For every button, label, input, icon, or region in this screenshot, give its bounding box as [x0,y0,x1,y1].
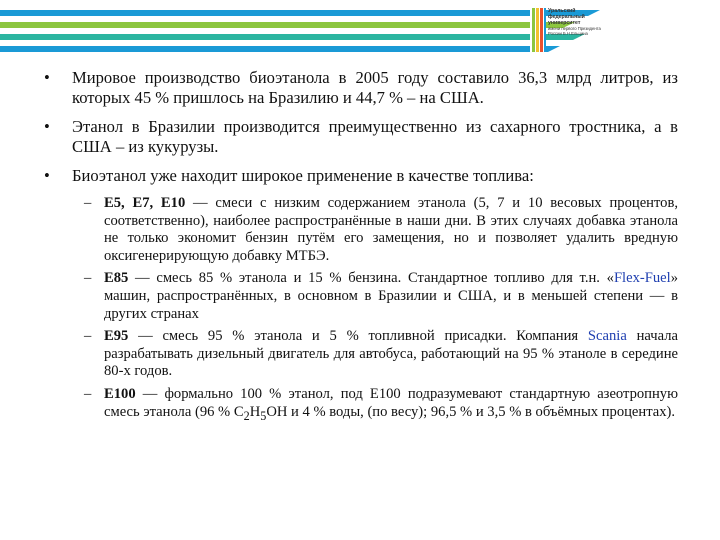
item-text: OH и 4 % воды, (по весу); 96,5 % и 3,5 % в объёмных процентах). [266,403,676,420]
list-item-e100 [44,386,678,425]
flex-fuel-link[interactable]: Flex-Fuel [613,270,671,287]
logo-text [548,8,628,36]
logo-line-2: федеральный [548,14,585,20]
logo-line-1: Уральский [548,8,576,14]
bullet-ethanol-brazil [44,117,678,157]
subscript: 5 [260,408,267,423]
slide-content [44,68,678,430]
item-label: E95 [104,328,129,345]
item-text: — смеси с низким содержанием этанола (5, 7 и 10 весовых процентов, соответственно), наиболее распространённые в наши дни. В этих случаях добавка этанола не только экономит бензин путём его замещения, но и позволяет удалить вредную оксигенерирующую добавку МТБЭ. [104,195,678,264]
logo-line-4: имени первого Президента [548,26,601,31]
dash: – [84,195,92,211]
list-item-e85 [44,270,678,323]
logo-line-3: университет [548,20,581,26]
bullet-production [44,68,678,108]
bullet-text: Этанол в Бразилии производится преимущественно из сахарного тростника, а в США – из кукурузы. [72,117,678,156]
item-text: — смесь 95 % этанола и 5 % топливной присадки. Компания [128,328,588,345]
item-text: — смесь 85 % этанола и 15 % бензина. Стандартное топливо для т.н. « [128,270,614,287]
bullet-text: Биоэтанол уже находит широкое применение в качестве топлива: [72,166,534,185]
dash: – [84,270,92,287]
list-item-e95 [44,328,678,381]
bullet-text: Мировое производство биоэтанола в 2005 году составило 36,3 млрд литров, из которых 45 % пришлось на Бразилию и 44,7 % – на США. [72,68,678,107]
dash: – [84,328,92,345]
bullet-bioethanol-usage [44,166,678,186]
item-text: » машин, распространённых, в основном в Бразилии и США, и в меньшей степени — в других странах [104,270,678,322]
bullet-dot: • [44,117,50,136]
scania-link[interactable]: Scania [587,328,627,345]
item-text: — формально 100 % этанол, под E100 подразумевают стандартную азеотропную смесь этанола (96 % C [104,385,678,420]
item-text: H [249,403,261,420]
item-text: начала разрабатывать дизельный двигатель для автобуса, работающий на 95 % этаноле в середине 80-х годов. [104,328,678,380]
subscript: 2 [243,408,250,423]
logo-line-5: России Б.Н.Ельцина [548,31,588,36]
bullet-dot: • [44,68,50,87]
item-label: E85 [104,270,129,287]
item-label: E100 [104,385,136,402]
bullet-dot: • [44,166,50,185]
item-label: E5, E7, E10 [104,195,186,211]
dash: – [84,385,92,402]
list-item-e5-e7-e10 [44,195,678,265]
